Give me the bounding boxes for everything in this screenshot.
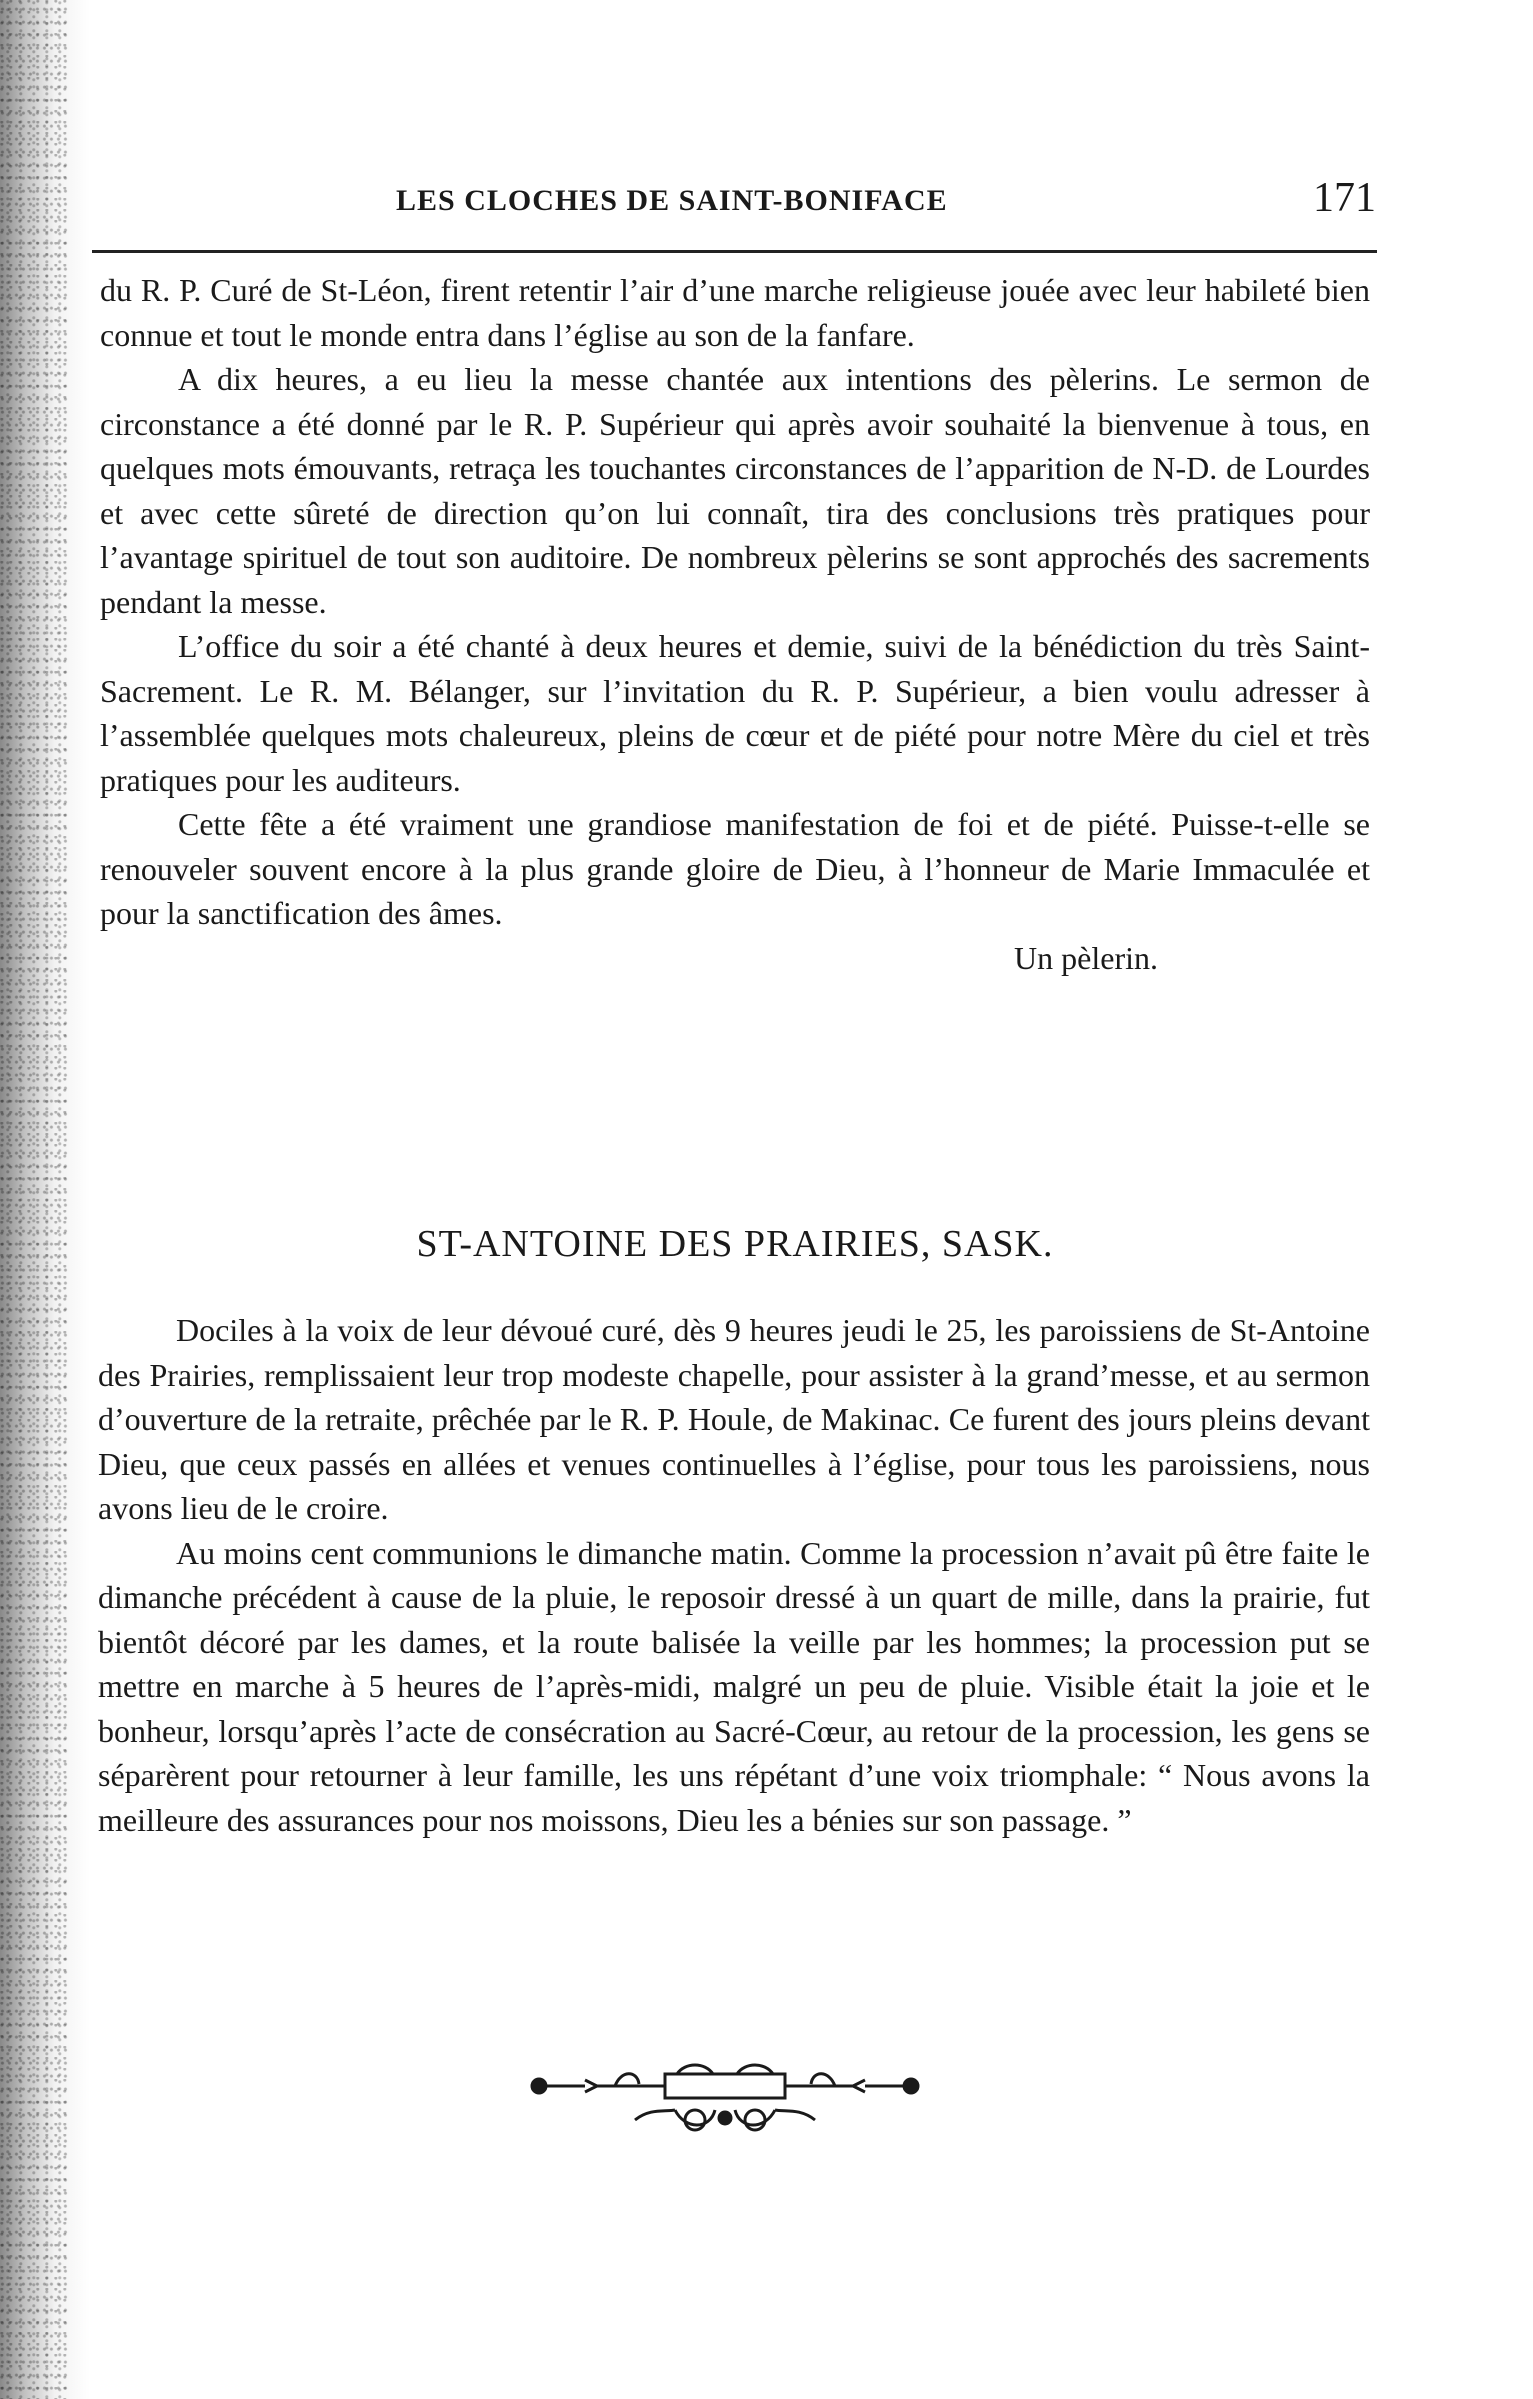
- article-one: [100, 268, 1370, 980]
- running-title: LES CLOCHES DE SAINT-BONIFACE: [396, 184, 948, 217]
- article-one-paragraph-3: L’office du soir a été chanté à deux heures et demie, suivi de la bénédiction du très Saint-Sacrement. Le R. M. Bélanger, sur l’invitation du R. P. Supérieur, a bien voulu adresser à l’assemblée quelques mots chaleureux, pleins de cœur et de piété pour notre Mère du ciel et très pratiques pour les auditeurs.: [100, 628, 1370, 798]
- article-two-paragraph-1: Dociles à la voix de leur dévoué curé, dès 9 heures jeudi le 25, les paroissiens de St-Antoine des Prairies, remplissaient leur trop modeste chapelle, pour assister à la grand’messe, et au sermon d’ouverture de la retraite, prêchée par le R. P. Houle, de Makinac. Ce furent des jours pleins devant Dieu, que ceux passés en allées et venues continuelles à l’église, pour tous les paroissiens, nous avons lieu de le croire.: [98, 1312, 1370, 1526]
- article-two: [98, 1308, 1370, 1842]
- header-rule: [92, 250, 1377, 253]
- section-title: ST-ANTOINE DES PRAIRIES, SASK.: [416, 1223, 1054, 1265]
- running-head: [96, 170, 1376, 230]
- tailpiece-ornament-icon: [525, 2050, 925, 2160]
- article-two-paragraph-2: Au moins cent communions le dimanche matin. Comme la procession n’avait pû être faite le dimanche précédent à cause de la pluie, le reposoir dressé à un quart de mille, dans la prairie, fut bientôt décoré par les dames, et la route balisée la veille par les hommes; la procession put se mettre en marche à 5 heures de l’après-midi, malgré un peu de pluie. Visible était la joie et le bonheur, lorsqu’après l’acte de consécration au Sacré-Cœur, au retour de la procession, les gens se séparèrent pour retourner à leur famille, les uns répétant d’une voix triomphale: “ Nous avons la meilleure des assurances pour nos moissons, Dieu les a bénies sur son passage. ”: [98, 1534, 1370, 1838]
- article-one-paragraph-1: du R. P. Curé de St-Léon, firent retentir l’air d’une marche religieuse jouée avec leur habileté bien connue et tout le monde entra dans l’église au son de la fanfare.: [100, 272, 1370, 353]
- page-number: 171: [1313, 175, 1376, 221]
- article-one-paragraph-4: Cette fête a été vraiment une grandiose manifestation de foi et de piété. Puisse-t-elle se renouveler souvent encore à la plus grande gloire de Dieu, à l’honneur de Marie Immaculée et pour la sanctification des âmes.: [100, 806, 1370, 931]
- article-one-paragraph-2: A dix heures, a eu lieu la messe chantée aux intentions des pèlerins. Le sermon de circonstance a été donné par le R. P. Supérieur qui après avoir souhaité la bienvenue à tous, en quelques mots émouvants, retraça les touchantes circonstances de l’apparition de N-D. de Lourdes et avec cette sûreté de direction qu’on lui connaît, tira des conclusions très pratiques pour l’avantage spirituel de tout son auditoire. De nombreux pèlerins se sont approchés des sacrements pendant la messe.: [100, 361, 1370, 620]
- signature: Un pèlerin.: [1014, 939, 1158, 976]
- scan-speckle-noise: [0, 0, 70, 2399]
